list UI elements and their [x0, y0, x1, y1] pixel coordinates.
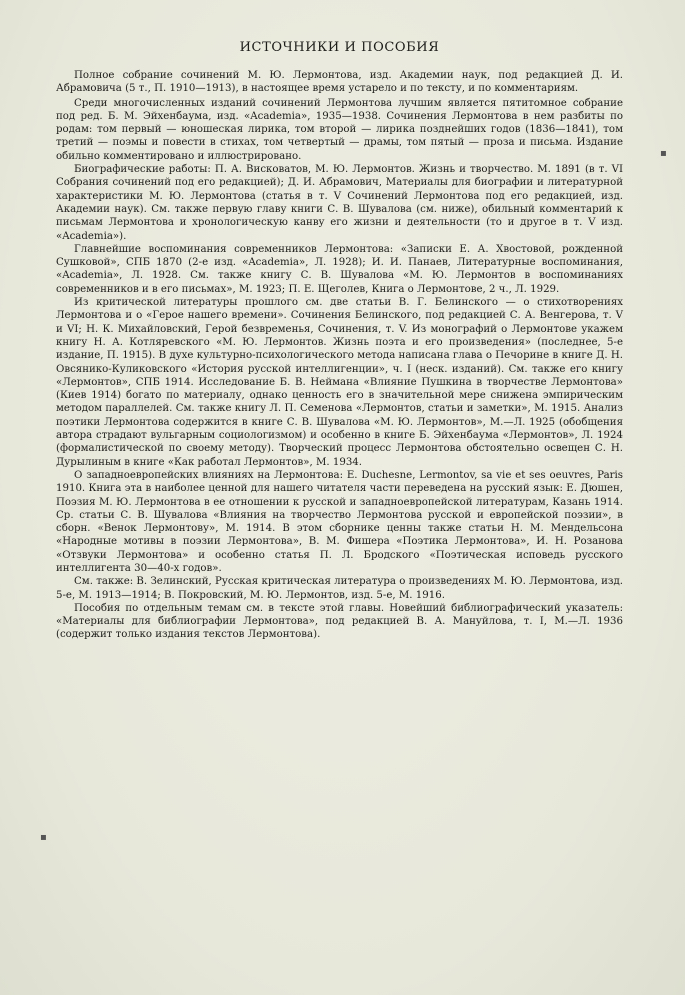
- paragraph-editions: Среди многочисленных изданий сочинений Лермонтова лучшим является пятитомное собрание под ред. Б. М. Эйхенбаума, изд. «Academia», 1935—1938. Сочинения Лермонтова в нем разбиты по родам: том первый — юношеская лирика, том второй — лирика позднейших годов (1836—1841), том третий — поэмы и повести в стихах, том четвертый — драмы, том пятый — проза и письма. Издание обильно комментировано и иллюстрировано.: [56, 97, 623, 162]
- paragraph-biographical-works: Биографические работы: П. А. Висковатов, М. Ю. Лермонтов. Жизнь и творчество. М. 1891 (в т. VI Собрания сочинений под его редакцией); Д. И. Абрамович, Материалы для биографии и литературной характеристики М. Ю. Лермонтова (статья в т. V Сочинений Лермонтова под его редакцией, изд. Академии наук). См. также первую главу книги С. В. Шувалова (см. ниже), обильный комментарий к письмам Лермонтова и хронологическую канву его жизни и деятельности (то и другое в т. V изд. «Academia»).: [56, 164, 623, 242]
- margin-mark-left: ▪: [40, 832, 47, 843]
- paragraph-bibliography: Пособия по отдельным темам см. в тексте этой главы. Новейший библиографический указатель: «Материалы для библиографии Лермонтова», под редакцией В. А. Мануйлова, т. I, М.—Л. 1936 (содержит только издания текстов Лермонтова).: [56, 602, 623, 641]
- page-heading: ИСТОЧНИКИ И ПОСОБИЯ: [239, 40, 440, 55]
- paragraph-see-also: См. также: В. Зелинский, Русская критическая литература о произведениях М. Ю. Лермонтова, изд. 5-е, М. 1913—1914; В. Покровский, М. Ю. Лермонтов, изд. 5-е, М. 1916.: [56, 576, 623, 601]
- paragraph-complete-edition: Полное собрание сочинений М. Ю. Лермонтова, изд. Академии наук, под редакцией Д. И. Абрамовича (5 т., П. 1910—1913), в настоящее время устарело и по тексту, и по комментариям.: [56, 70, 623, 95]
- paragraph-western-influences: О западноевропейских влияниях на Лермонтова: E. Duchesne, Lermontov, sa vie et ses oeuvres, Paris 1910. Книга эта в наиболее ценной для нашего читателя части переведена на русский язык: Е. Дюшен, Поэзия М. Ю. Лермонтова в ее отношении к русской и западноевропейской литературам, Казань 1914. Ср. статьи С. В. Шувалова «Влияния на творчество Лермонтова русской и европейской поэзии», в сборн. «Венок Лермонтову», М. 1914. В этом сборнике ценны также статьи Н. М. Мендельсона «Народные мотивы в поэзии Лермонтова», В. М. Фишера «Поэтика Лермонтова», И. Н. Розанова «Отзвуки Лермонтова» и особенно статья П. Л. Бродского «Поэтическая исповедь русского интеллигента 30—40-х годов».: [56, 469, 623, 574]
- margin-mark-right: ▪: [660, 148, 667, 159]
- paragraph-memoirs: Главнейшие воспоминания современников Лермонтова: «Записки Е. А. Хвостовой, рожденной Сушковой», СПБ 1870 (2-е изд. «Academia», Л. 1928); И. И. Панаев, Литературные воспоминания, «Academia», Л. 1928. См. также книгу С. В. Шувалова «М. Ю. Лермонтов в воспоминаниях современников и в его письмах», М. 1923; П. Е. Щеголев, Книга о Лермонтове, 2 ч., Л. 1929.: [56, 243, 623, 295]
- paragraph-critical-literature: Из критической литературы прошлого см. две статьи В. Г. Белинского — о стихотворениях Лермонтова и о «Герое нашего времени». Сочинения Белинского, под редакцией С. А. Венгерова, т. V и VI; Н. К. Михайловский, Герой безвременья, Сочинения, т. V. Из монографий о Лермонтове укажем книгу Н. А. Котляревского «М. Ю. Лермонтов. Жизнь поэта и его произведения» (последнее, 5-е издание, П. 1915). В духе культурно-психологического метода написана глава о Печорине в книге Д. Н. Овсянико-Куликовского «История русской интеллигенции», ч. I (неск. изданий). См. также его книгу «Лермонтов», СПБ 1914. Исследование Б. В. Неймана «Влияние Пушкина в творчестве Лермонтова» (Киев 1914) богато по материалу, однако ценность его в значительной мере снижена эмпирическим методом параллелей. См. также книгу Л. П. Семенова «Лермонтов, статьи и заметки», М. 1915. Анализ поэтики Лермонтова содержится в книге С. В. Шувалова «М. Ю. Лермонтов», М.—Л. 1925 (обобщения автора страдают вульгарным социологизмом) и особенно в книге Б. Эйхенбаума «Лермонтов», Л. 1924 (формалистической по своему методу). Творческий процесс Лермонтова обстоятельно освещен С. Н. Дурылиным в книге «Как работал Лермонтов», М. 1934.: [56, 297, 623, 468]
